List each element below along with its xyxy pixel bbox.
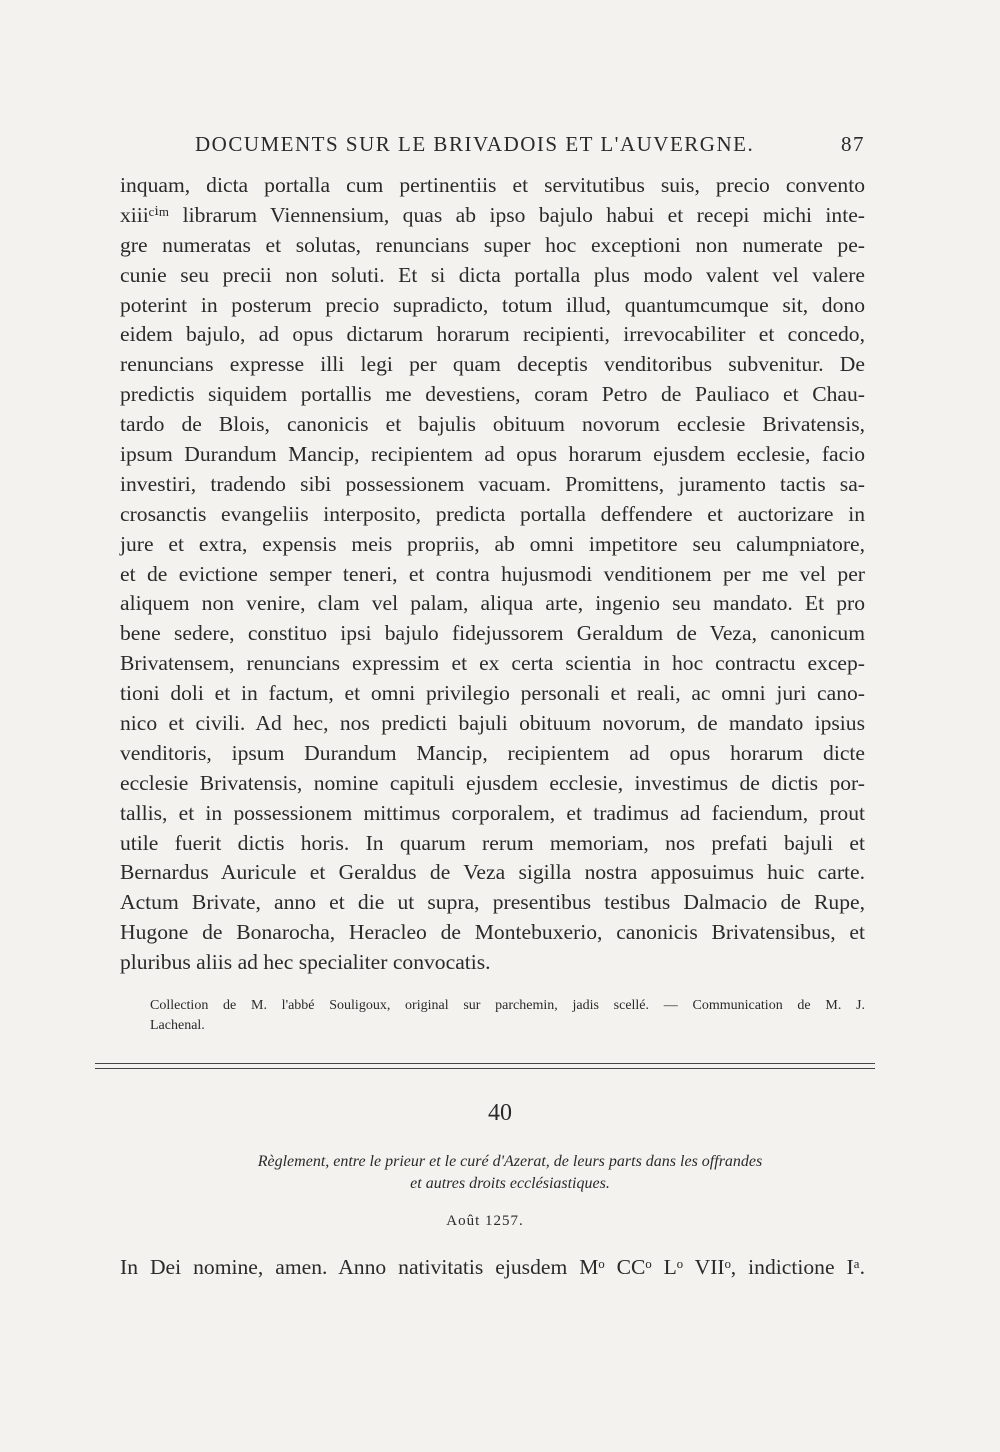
body-line: xiiiᶜⁱᵐ librarum Viennensium, quas ab ipso bajulo habui et recepi michi inte-: [120, 202, 865, 227]
body-line: Hugone de Bonarocha, Heracleo de Montebuxerio, canonicis Brivatensibus, et: [120, 920, 865, 945]
body-line: cunie seu precii non soluti. Et si dicta portalla plus modo valent vel valere: [120, 262, 865, 287]
document-title-line: et autres droits ecclésiastiques.: [410, 1175, 610, 1192]
running-head-title: DOCUMENTS SUR LE BRIVADOIS ET L'AUVERGNE.: [195, 132, 755, 156]
page-number: 87: [841, 132, 865, 156]
body-line: Actum Brivate, anno et die ut supra, presentibus testibus Dalmacio de Rupe,: [120, 890, 865, 915]
document-title-line: Règlement, entre le prieur et le curé d'Azerat, de leurs parts dans les offrandes: [257, 1153, 763, 1170]
document-number: 40: [488, 1100, 512, 1126]
body-text: [120, 171, 865, 978]
body-line: Bernardus Auricule et Geraldus de Veza sigilla nostra apposuimus huic carte.: [120, 860, 865, 885]
body-line: gre numeratas et solutas, renuncians super hoc exceptioni non numerate pe-: [120, 232, 865, 257]
body-line: crosanctis evangeliis interposito, predicta portalla deffendere et auctorizare in: [120, 501, 865, 526]
body-line: aliquem non venire, clam vel palam, aliqua arte, ingenio seu mandato. Et pro: [120, 591, 865, 616]
body-line: poterint in posterum precio supradicto, totum illud, quantumcumque sit, dono: [120, 292, 865, 317]
section-divider: [95, 1068, 875, 1069]
footnote-line: Collection de M. l'abbé Souligoux, original sur parchemin, jadis scellé. — Communication de M. J.: [150, 998, 865, 1013]
body-line: nico et civili. Ad hec, nos predicti bajuli obituum novorum, de mandato ipsius: [120, 711, 865, 736]
body-line: ipsum Durandum Mancip, recipientem ad opus horarum ejusdem ecclesie, facio: [120, 442, 865, 467]
document-opening-line: In Dei nomine, amen. Anno nativitatis ejusdem Mᵒ CCᵒ Lᵒ VIIᵒ, indictione Iᵃ.: [120, 1255, 865, 1279]
body-line: bene sedere, constituo ipsi bajulo fidejussorem Geraldum de Veza, canonicum: [120, 621, 865, 646]
body-line: jure et extra, expensis meis propriis, ab omni impetitore seu calumpniatore,: [120, 531, 865, 556]
body-line: ecclesie Brivatensis, nomine capituli ejusdem ecclesie, investimus de dictis por-: [120, 770, 865, 795]
body-line: inquam, dicta portalla cum pertinentiis et servitutibus suis, precio convento: [120, 173, 865, 197]
document-date: Août 1257.: [446, 1213, 524, 1229]
body-line: tardo de Blois, canonicis et bajulis obituum novorum ecclesie Brivatensis,: [120, 412, 865, 437]
document-title: [150, 1151, 870, 1195]
body-line: predictis siquidem portallis me devestiens, coram Petro de Pauliaco et Chau-: [120, 382, 865, 407]
body-line: renuncians expresse illi legi per quam deceptis venditoribus subvenitur. De: [120, 352, 865, 377]
body-line: investiri, tradendo sibi possessionem vacuam. Promittens, juramento tactis sa-: [120, 471, 865, 496]
section-divider: [95, 1063, 875, 1064]
body-line: eidem bajulo, ad opus dictarum horarum recipienti, irrevocabiliter et concedo,: [120, 322, 865, 347]
footnote: [150, 996, 865, 1036]
body-line: et de evictione semper teneri, et contra hujusmodi venditionem per me vel per: [120, 561, 865, 586]
body-line: Brivatensem, renuncians expressim et ex certa scientia in hoc contractu excep-: [120, 651, 865, 676]
body-line: utile fuerit dictis horis. In quarum rerum memoriam, nos prefati bajuli et: [120, 830, 865, 855]
body-line: tallis, et in possessionem mittimus corporalem, et tradimus ad faciendum, prout: [120, 800, 865, 825]
body-line: tioni doli et in factum, et omni privilegio personali et reali, ac omni juri cano-: [120, 681, 865, 706]
footnote-line: Lachenal.: [150, 1018, 205, 1033]
body-line: pluribus aliis ad hec specialiter convocatis.: [120, 950, 491, 975]
body-line: venditoris, ipsum Durandum Mancip, recipientem ad opus horarum dicte: [120, 740, 865, 765]
